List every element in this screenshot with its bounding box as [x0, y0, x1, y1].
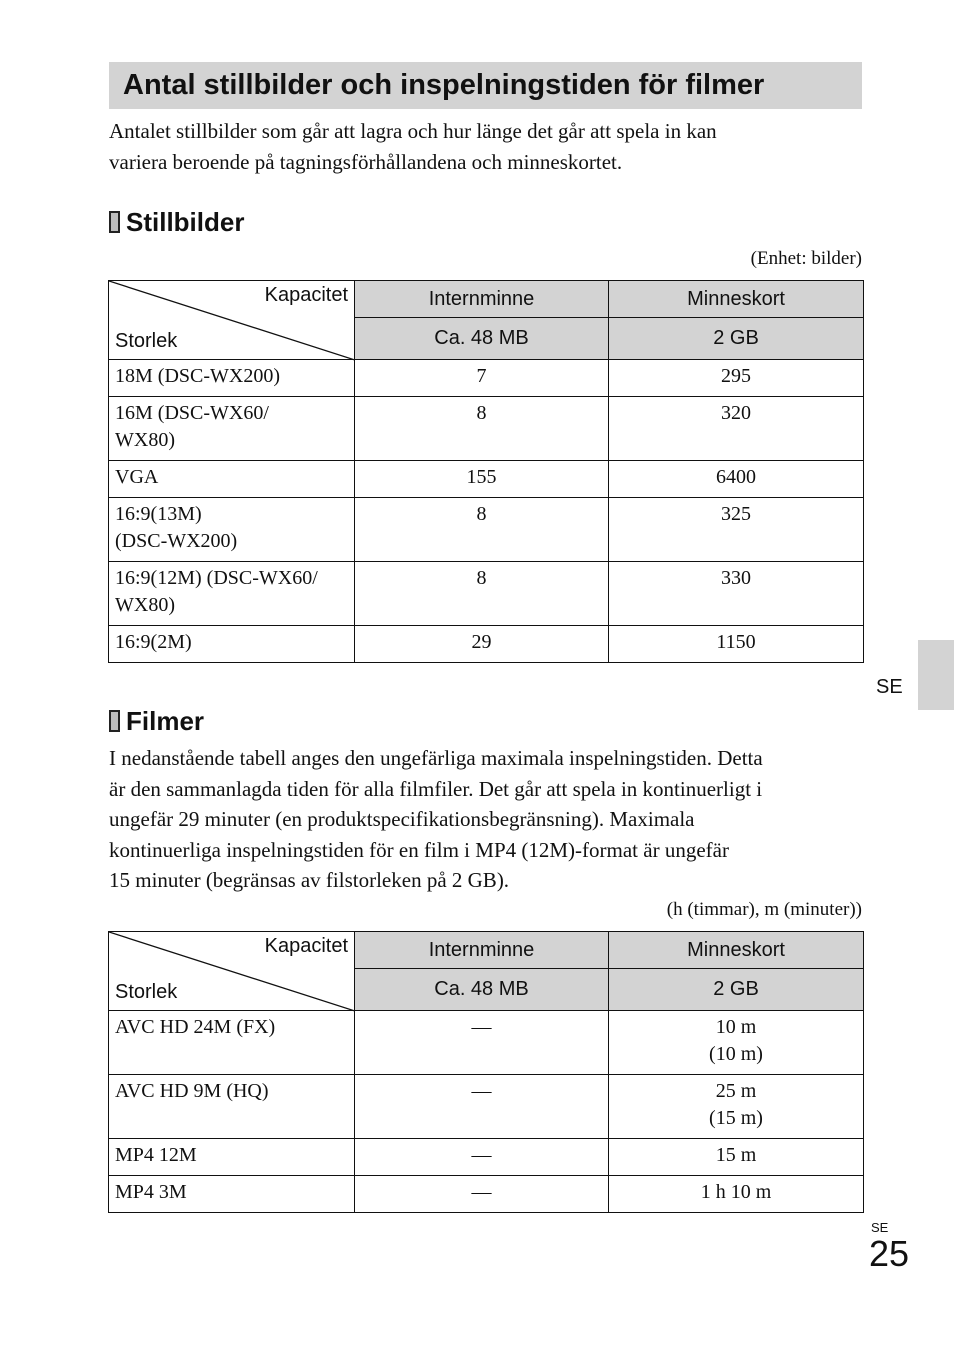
col-subheader-internal: Ca. 48 MB — [355, 969, 609, 1011]
intro-line: variera beroende på tagningsförhållandena och minneskortet. — [109, 149, 623, 174]
card-line: 10 m — [715, 1016, 757, 1038]
size-cell: 18M (DSC-WX200) — [109, 360, 355, 397]
header-diagonal-cell — [109, 932, 355, 1011]
movies-heading-text: Filmer — [126, 706, 205, 736]
size-label: Storlek — [115, 330, 178, 352]
card-cell — [609, 1011, 864, 1075]
size-line: (DSC-WX200) — [115, 530, 238, 552]
title-banner — [109, 62, 862, 109]
internal-cell: 29 — [355, 626, 609, 663]
page-lang-label: SE — [871, 1220, 889, 1235]
size-cell: VGA — [109, 461, 355, 498]
card-cell: 1150 — [609, 626, 864, 663]
internal-cell: 8 — [355, 498, 609, 562]
size-line: 16M (DSC-WX60/ — [115, 402, 269, 424]
col-header-internal: Internminne — [355, 932, 609, 969]
side-language-tab — [918, 640, 954, 710]
internal-cell: — — [355, 1075, 609, 1139]
size-cell — [109, 397, 355, 461]
movies-line: ungefär 29 minuter (en produktspecifikationsbegränsning). Maximala — [109, 807, 695, 831]
col-header-card: Minneskort — [609, 281, 864, 318]
size-cell — [109, 498, 355, 562]
stills-table — [108, 280, 864, 663]
table-row — [109, 1139, 864, 1176]
capacity-label: Kapacitet — [264, 284, 348, 306]
size-label: Storlek — [115, 981, 178, 1003]
card-cell — [609, 1075, 864, 1139]
size-cell: MP4 12M — [109, 1139, 355, 1176]
col-header-internal: Internminne — [355, 281, 609, 318]
card-cell: 325 — [609, 498, 864, 562]
table-row — [109, 461, 864, 498]
capacity-label: Kapacitet — [264, 935, 348, 957]
side-language-label: SE — [876, 676, 903, 698]
section-marker-icon — [109, 710, 120, 732]
size-line: WX80) — [115, 594, 175, 616]
internal-cell: 155 — [355, 461, 609, 498]
movies-unit: (h (timmar), m (minuter)) — [666, 899, 862, 920]
movies-line: I nedanstående tabell anges den ungefärliga maximala inspelningstiden. Detta — [109, 746, 763, 770]
stills-unit: (Enhet: bilder) — [750, 248, 862, 269]
card-cell: 6400 — [609, 461, 864, 498]
movies-table — [108, 931, 864, 1213]
col-subheader-internal: Ca. 48 MB — [355, 318, 609, 360]
table-row — [109, 397, 864, 461]
size-cell: AVC HD 24M (FX) — [109, 1011, 355, 1075]
size-cell: AVC HD 9M (HQ) — [109, 1075, 355, 1139]
table-row — [109, 562, 864, 626]
internal-cell: — — [355, 1139, 609, 1176]
page-number: 25 — [869, 1233, 910, 1274]
intro-paragraph — [109, 116, 869, 177]
table-row — [109, 360, 864, 397]
table-row — [109, 498, 864, 562]
stills-heading — [109, 207, 244, 237]
size-line: 16:9(12M) (DSC-WX60/ — [115, 567, 318, 589]
internal-cell: 7 — [355, 360, 609, 397]
size-line: WX80) — [115, 429, 175, 451]
movies-line: är den sammanlagda tiden för alla filmfiler. Det går att spela in kontinuerligt i — [109, 776, 763, 801]
page-title: Antal stillbilder och inspelningstiden för filmer — [123, 69, 765, 101]
table-row — [109, 1075, 864, 1139]
col-header-card: Minneskort — [609, 932, 864, 969]
col-subheader-card: 2 GB — [609, 969, 864, 1011]
size-cell: 16:9(2M) — [109, 626, 355, 663]
card-cell: 330 — [609, 562, 864, 626]
movies-line: 15 minuter (begränsas av filstorleken på 2 GB). — [109, 868, 510, 892]
internal-cell: — — [355, 1011, 609, 1075]
size-line: 16:9(13M) — [115, 503, 202, 525]
card-cell: 1 h 10 m — [609, 1176, 864, 1213]
table-row — [109, 1176, 864, 1213]
internal-cell: — — [355, 1176, 609, 1213]
movies-heading — [109, 706, 204, 736]
internal-cell: 8 — [355, 562, 609, 626]
intro-line: Antalet stillbilder som går att lagra och hur länge det går att spela in kan — [109, 119, 717, 143]
size-cell: MP4 3M — [109, 1176, 355, 1213]
internal-cell: 8 — [355, 397, 609, 461]
card-cell: 320 — [609, 397, 864, 461]
col-subheader-card: 2 GB — [609, 318, 864, 360]
movies-paragraph — [109, 743, 869, 896]
stills-heading-text: Stillbilder — [126, 207, 245, 237]
card-cell: 15 m — [609, 1139, 864, 1176]
card-line: (10 m) — [709, 1043, 763, 1065]
section-marker-icon — [109, 211, 120, 233]
table-row — [109, 1011, 864, 1075]
movies-line: kontinuerliga inspelningstiden för en film i MP4 (12M)-format är ungefär — [109, 837, 729, 862]
header-diagonal-cell — [109, 281, 355, 360]
size-cell — [109, 562, 355, 626]
card-line: 25 m — [715, 1080, 757, 1102]
card-cell: 295 — [609, 360, 864, 397]
card-line: (15 m) — [709, 1107, 763, 1129]
table-row — [109, 626, 864, 663]
